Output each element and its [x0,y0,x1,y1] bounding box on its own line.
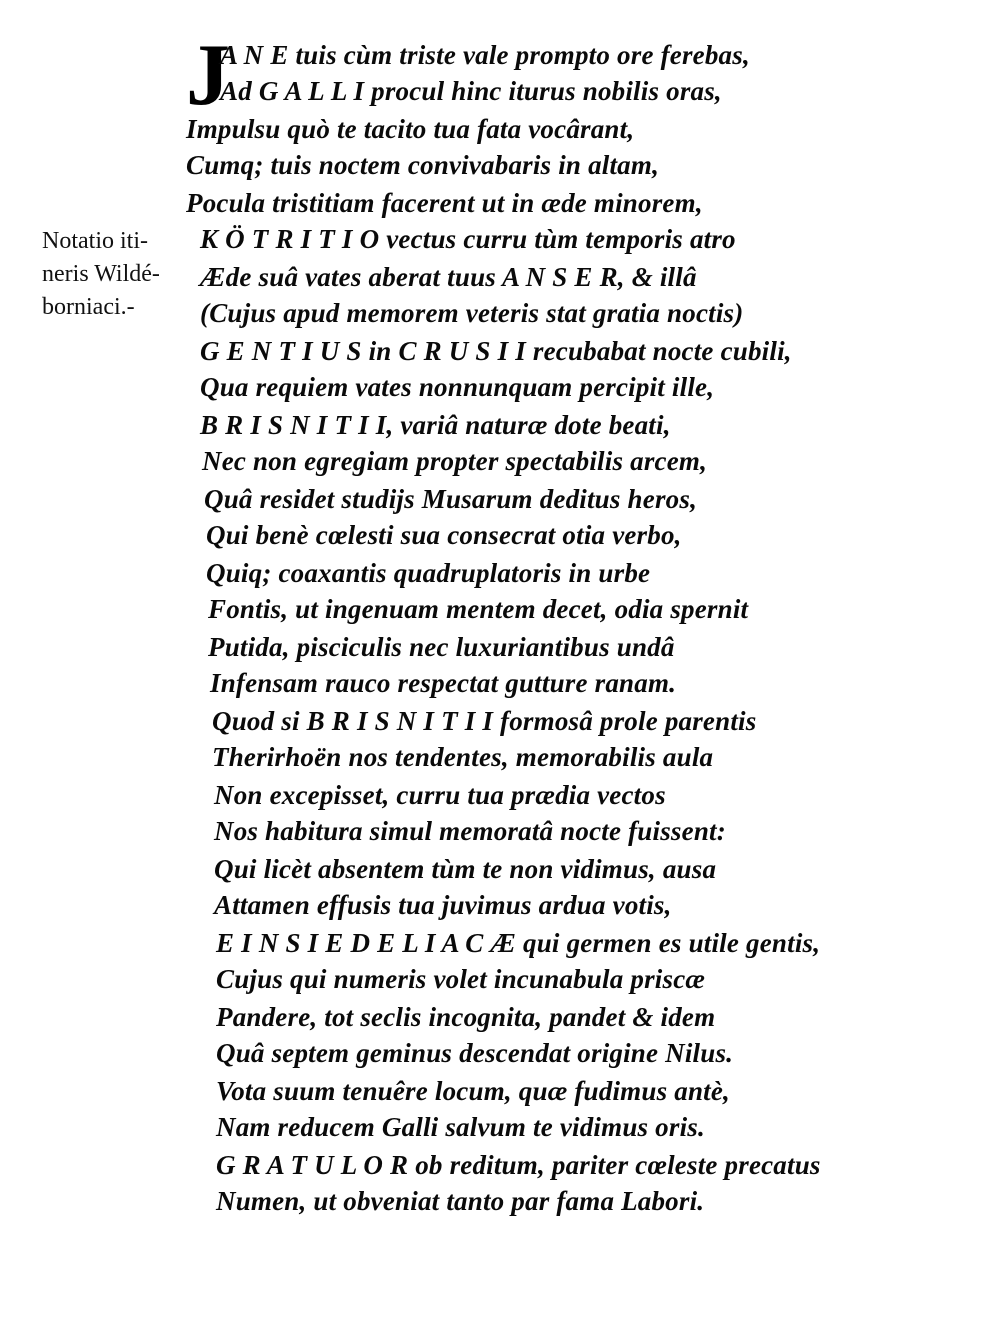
verse-line: G R A T U L O R ob reditum, pariter cœleste precatus [216,1150,821,1180]
verse-line: Therirhoën nos tendentes, memorabilis aula [212,742,714,772]
verse-line: Quâ residet studijs Musarum deditus heros, [204,484,698,514]
verse-line: G E N T I U S in C R U S I I recubabat nocte cubili, [200,336,792,366]
verse-line: Putida, pisciculis nec luxuriantibus undâ [208,632,675,662]
verse-line: Æde suâ vates aberat tuus A N S E R, & illâ [200,262,697,292]
verse-line: Cumq; tuis noctem convivabaris in altam, [186,150,660,180]
drop-cap: J [186,27,230,124]
verse-line: E I N S I E D E L I A C Æ qui germen es utile gentis, [216,928,821,958]
verse-line: Ad G A L L I procul hinc iturus nobilis oras, [220,76,722,106]
marginal-note-line: Notatio iti- [42,228,148,254]
verse-line: Infensam rauco respectat gutture ranam. [210,668,677,698]
verse-line: Pocula tristitiam facerent ut in æde minorem, [186,188,703,218]
verse-line: A N E tuis cùm triste vale prompto ore ferebas, [220,40,750,70]
verse-line: Pandere, tot seclis incognita, pandet & idem [216,1002,716,1032]
verse-line: Non excepisset, curru tua prædia vectos [214,780,666,810]
verse-line: Qui licèt absentem tùm te non vidimus, ausa [214,854,717,884]
verse-line: Quod si B R I S N I T I I formosâ prole parentis [212,706,757,736]
verse-line: Vota suum tenuêre locum, quæ fudimus antè, [216,1076,731,1106]
verse-line: Fontis, ut ingenuam mentem decet, odia spernit [208,594,749,624]
verse-line: Nec non egregiam propter spectabilis arcem, [202,446,708,476]
verse-line: (Cujus apud memorem veteris stat gratia noctis) [200,298,744,328]
marginal-note [42,225,192,324]
verse-line: Cujus qui numeris volet incunabula priscæ [216,964,706,994]
verse-line: K Ö T R I T I O vectus curru tùm temporis atro [200,224,736,254]
verse-line: Numen, ut obveniat tanto par fama Labori. [216,1186,705,1216]
verse-line: Attamen effusis tua juvimus ardua votis, [214,890,672,920]
verse-line: Qui benè cœlesti sua consecrat otia verbo, [206,520,682,550]
verse-line: Quâ septem geminus descendat origine Nilus. [216,1038,734,1068]
marginal-note-line: neris Wildé- [42,261,160,287]
verse-line: Nos habitura simul memoratâ nocte fuissent: [214,816,726,846]
marginal-note-line: borniaci.- [42,294,135,320]
verse-line: Quiq; coaxantis quadruplatoris in urbe [206,558,651,588]
verse-line: Nam reducem Galli salvum te vidimus oris. [216,1112,705,1142]
verse-line: Impulsu quò te tacito tua fata vocârant, [186,114,635,144]
verse-line: Qua requiem vates nonnunquam percipit ille, [200,372,715,402]
verse-line: B R I S N I T I I, variâ naturæ dote beati, [200,410,671,440]
